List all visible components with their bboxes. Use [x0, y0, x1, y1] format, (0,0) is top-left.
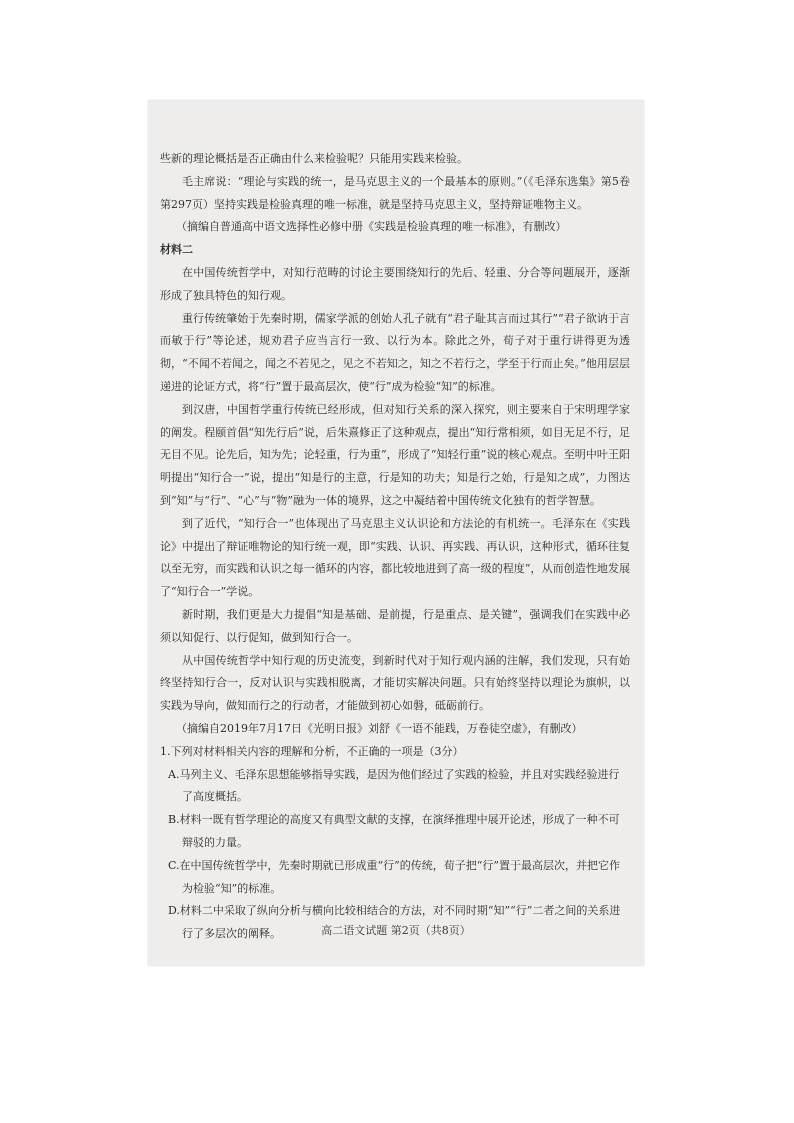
paragraph: 从中国传统哲学中知行观的历史流变，到新时代对于知行观内涵的注解，我们发现，只有始终坚持知行合一，反对认识与实践相脱离，才能切实解决问题。只有始终坚持以理论为旗帜，以实践为导向，做知而行之的行动者，才能做到初心如磐，砥砺前行。 — [160, 653, 630, 713]
question-option-c: C.在中国传统哲学中，先秦时期就已形成重“行”的传统，荀子把“行”置于最高层次，并把它作为检验“知”的标准。 — [168, 858, 621, 895]
page-content — [160, 148, 630, 946]
paragraph: 毛主席说：“理论与实践的统一，是马克思主义的一个最基本的原则。”（《毛泽东选集》第5卷第297页）坚持实践是检验真理的唯一标准，就是坚持马克思主义，坚持辩证唯物主义。 — [160, 174, 630, 211]
question-option-a: A.马列主义、毛泽东思想能够指导实践，是因为他们经过了实践的检验，并且对实践经验进行了高度概括。 — [168, 767, 620, 804]
source-note: （摘编自普通高中语文选择性必修中册《实践是检验真理的唯一标准》，有删改） — [176, 220, 567, 234]
question-option-d: D.材料二中采取了纵向分析与横向比较相结合的方法，对不同时期“知”“行”二者之间的关系进行了多层次的阐释。 — [168, 904, 621, 941]
paragraph: 些新的理论概括是否正确由什么来检验呢？只能用实践来检验。 — [160, 152, 468, 165]
paragraph: 重行传统肇始于先秦时期，儒家学派的创始人孔子就有“君子耻其言而过其行”“君子欲讷于言而敏于行”等论述，规劝君子应当言行一致、以行为本。除此之外，荀子对于重行讲得更为透彻，“不闻不若闻之，闻之不若见之，见之不若知之，知之不若行之，学至于行而止矣。”他用层层递进的论证方式，将“行”置于最高层次，使“行”成为检验“知”的标准。 — [160, 311, 630, 393]
question-option-b: B.材料一既有哲学理论的高度又有典型文献的支撑，在演绎推理中展开论述，形成了一种不可辩驳的力量。 — [168, 813, 620, 849]
page-footer: 高二语文试题 第2页（共8页） — [321, 924, 471, 937]
source-note: （摘编自2019年7月17日《光明日报》刘舒《一语不能践，万卷徒空虚》，有删改） — [176, 721, 583, 735]
question-stem: 1.下列对材料相关内容的理解和分析，不正确的一项是（3分） — [160, 744, 464, 758]
paragraph: 到汉唐，中国哲学重行传统已经形成，但对知行关系的深入探究，则主要来自于宋明理学家的阐发。程颐首倡“知先行后”说，后朱熹修正了这种观点，提出“知行常相须，如目无足不行，足无目不见。论先后，知为先；论轻重，行为重”，形成了“知轻行重”说的核心观点。至明中叶王阳明提出“知行合一”说，提出“知是行的主意，行是知的功夫；知是行之始，行是知之成”，力图达到“知”与“行”、“心”与“物”融为一体的境界，这之中凝结着中国传统文化独有的哲学智慧。 — [160, 402, 630, 507]
paragraph: 到了近代，“知行合一”也体现出了马克思主义认识论和方法论的有机统一。毛泽东在《实践论》中提出了辩证唯物论的知行统一观，即“实践、认识、再实践、再认识，这种形式，循环往复以至无穷，而实践和认识之每一循环的内容，都比较地进到了高一级的程度”，从而创造性地发展了“知行合一”学说。 — [160, 516, 630, 599]
paragraph: 在中国传统哲学中，对知行范畴的讨论主要围绕知行的先后、轻重、分合等问题展开，逐渐形成了独具特色的知行观。 — [160, 265, 630, 302]
exam-page — [148, 100, 644, 966]
material-heading: 材料二 — [160, 243, 193, 257]
paragraph: 新时期，我们更是大力提倡“知是基础、是前提，行是重点、是关键”，强调我们在实践中必须以知促行、以行促知，做到知行合一。 — [160, 607, 630, 644]
